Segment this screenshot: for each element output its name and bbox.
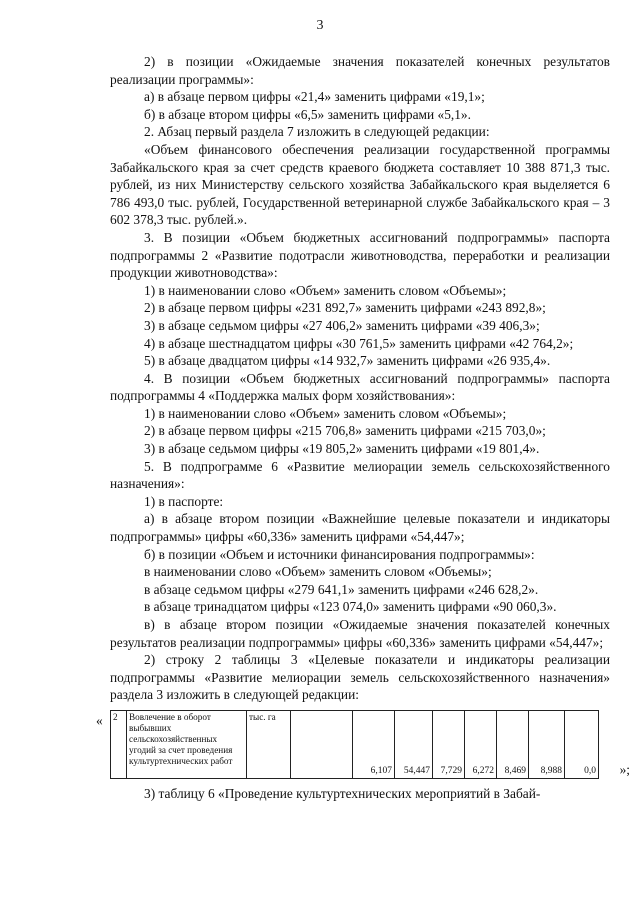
- paragraph: 2) в абзаце первом цифры «215 706,8» заменить цифрами «215 703,0»;: [144, 423, 546, 439]
- paragraph: 3) в абзаце седьмом цифры «27 406,2» заменить цифрами «39 406,3»;: [144, 317, 540, 333]
- paragraph: 1) в наименовании слово «Объем» заменить словом «Объемы»;: [144, 282, 507, 298]
- paragraph: а) в абзаце первом цифры «21,4» заменить цифрами «19,1»;: [144, 89, 485, 105]
- paragraph: 4. В позиции «Объем бюджетных ассигнований подпрограммы» паспорта подпрограммы 4 «Поддержка малых форм хозяйствования»:: [110, 370, 610, 404]
- value-cell: 8,988: [529, 710, 565, 778]
- paragraph: 1) в паспорте:: [144, 493, 224, 509]
- paragraph: 2. Абзац первый раздела 7 изложить в следующей редакции:: [144, 124, 490, 140]
- value-cell: 0,0: [565, 710, 599, 778]
- indicator-table: [110, 710, 599, 779]
- paragraph: 3. В позиции «Объем бюджетных ассигнований подпрограммы» паспорта подпрограммы 2 «Развитие подотрасли животноводства, переработки и реализации продукции животноводства»:: [110, 229, 610, 281]
- paragraph: 2) строку 2 таблицы 3 «Целевые показатели и индикаторы реализации подпрограммы «Развитие мелиорации земель сельскохозяйственного назначения» раздела 3 изложить в следующей редакции:: [110, 652, 610, 703]
- paragraph: 2) в абзаце первом цифры «231 892,7» заменить цифрами «243 892,8»;: [144, 300, 546, 316]
- paragraph: в наименовании слово «Объем» заменить словом «Объемы»;: [144, 564, 492, 580]
- paragraph: 1) в наименовании слово «Объем» заменить словом «Объемы»;: [144, 405, 507, 421]
- row-unit: тыс. га: [247, 710, 291, 778]
- paragraph: б) в позиции «Объем и источники финансирования подпрограммы»:: [144, 546, 535, 562]
- value-cell: 6,272: [465, 710, 497, 778]
- table-row: [111, 710, 599, 778]
- table-open-quote: «: [96, 712, 103, 728]
- paragraph: в абзаце тринадцатом цифры «123 074,0» заменить цифрами «90 060,3».: [144, 599, 557, 615]
- paragraph: 5. В подпрограмме 6 «Развитие мелиорации земель сельскохозяйственного назначения»:: [110, 458, 610, 492]
- row-number: 2: [111, 710, 127, 778]
- paragraph: 2) в позиции «Ожидаемые значения показателей конечных результатов реализации программы»:: [110, 54, 610, 87]
- value-cell: [291, 710, 353, 778]
- table-close-mark: »;: [619, 762, 630, 778]
- paragraph: 4) в абзаце шестнадцатом цифры «30 761,5» заменить цифрами «42 764,2»;: [144, 335, 574, 351]
- paragraph: 3) в абзаце седьмом цифры «19 805,2» заменить цифрами «19 801,4».: [144, 441, 540, 457]
- paragraph: б) в абзаце втором цифры «6,5» заменить цифрами «5,1».: [144, 106, 471, 122]
- value-cell: 54,447: [395, 710, 433, 778]
- row-description: Вовлечение в оборот выбывших сельскохозяйственных угодий за счет проведения культуртехнических работ: [127, 710, 247, 778]
- paragraph: в абзаце седьмом цифры «279 641,1» заменить цифрами «246 628,2».: [144, 581, 539, 597]
- paragraph: «Объем финансового обеспечения реализации государственной программы Забайкальского края за счет средств краевого бюджета составляет 10 388 871,3 тыс. рублей, из них Министерству сельского хозяйства Забайкальского края выделяется 6 786 493,0 тыс. рублей, Государственной ветеринарной службе Забайкальского края – 3 602 378,3 тыс. рублей.».: [110, 141, 610, 228]
- paragraphs-before-table: [110, 53, 610, 704]
- value-cell: 7,729: [433, 710, 465, 778]
- document-body: [96, 53, 630, 803]
- paragraph: а) в абзаце втором позиции «Важнейшие целевые показатели и индикаторы подпрограммы» цифры «60,336» заменить цифрами «54,447»;: [110, 511, 610, 545]
- value-cell: 8,469: [497, 710, 529, 778]
- paragraph: в) в абзаце втором позиции «Ожидаемые значения показателей конечных результатов реализации подпрограммы» цифры «60,336» заменить цифрами «54,447»;: [110, 617, 610, 650]
- page-number: 3: [316, 18, 324, 33]
- paragraph: 3) таблицу 6 «Проведение культуртехнических мероприятий в Забай-: [144, 785, 541, 801]
- paragraph: 5) в абзаце двадцатом цифры «14 932,7» заменить цифрами «26 935,4».: [144, 353, 551, 369]
- paragraphs-after-table: [110, 785, 610, 803]
- table-insert: [96, 710, 630, 779]
- value-cell: 6,107: [353, 710, 395, 778]
